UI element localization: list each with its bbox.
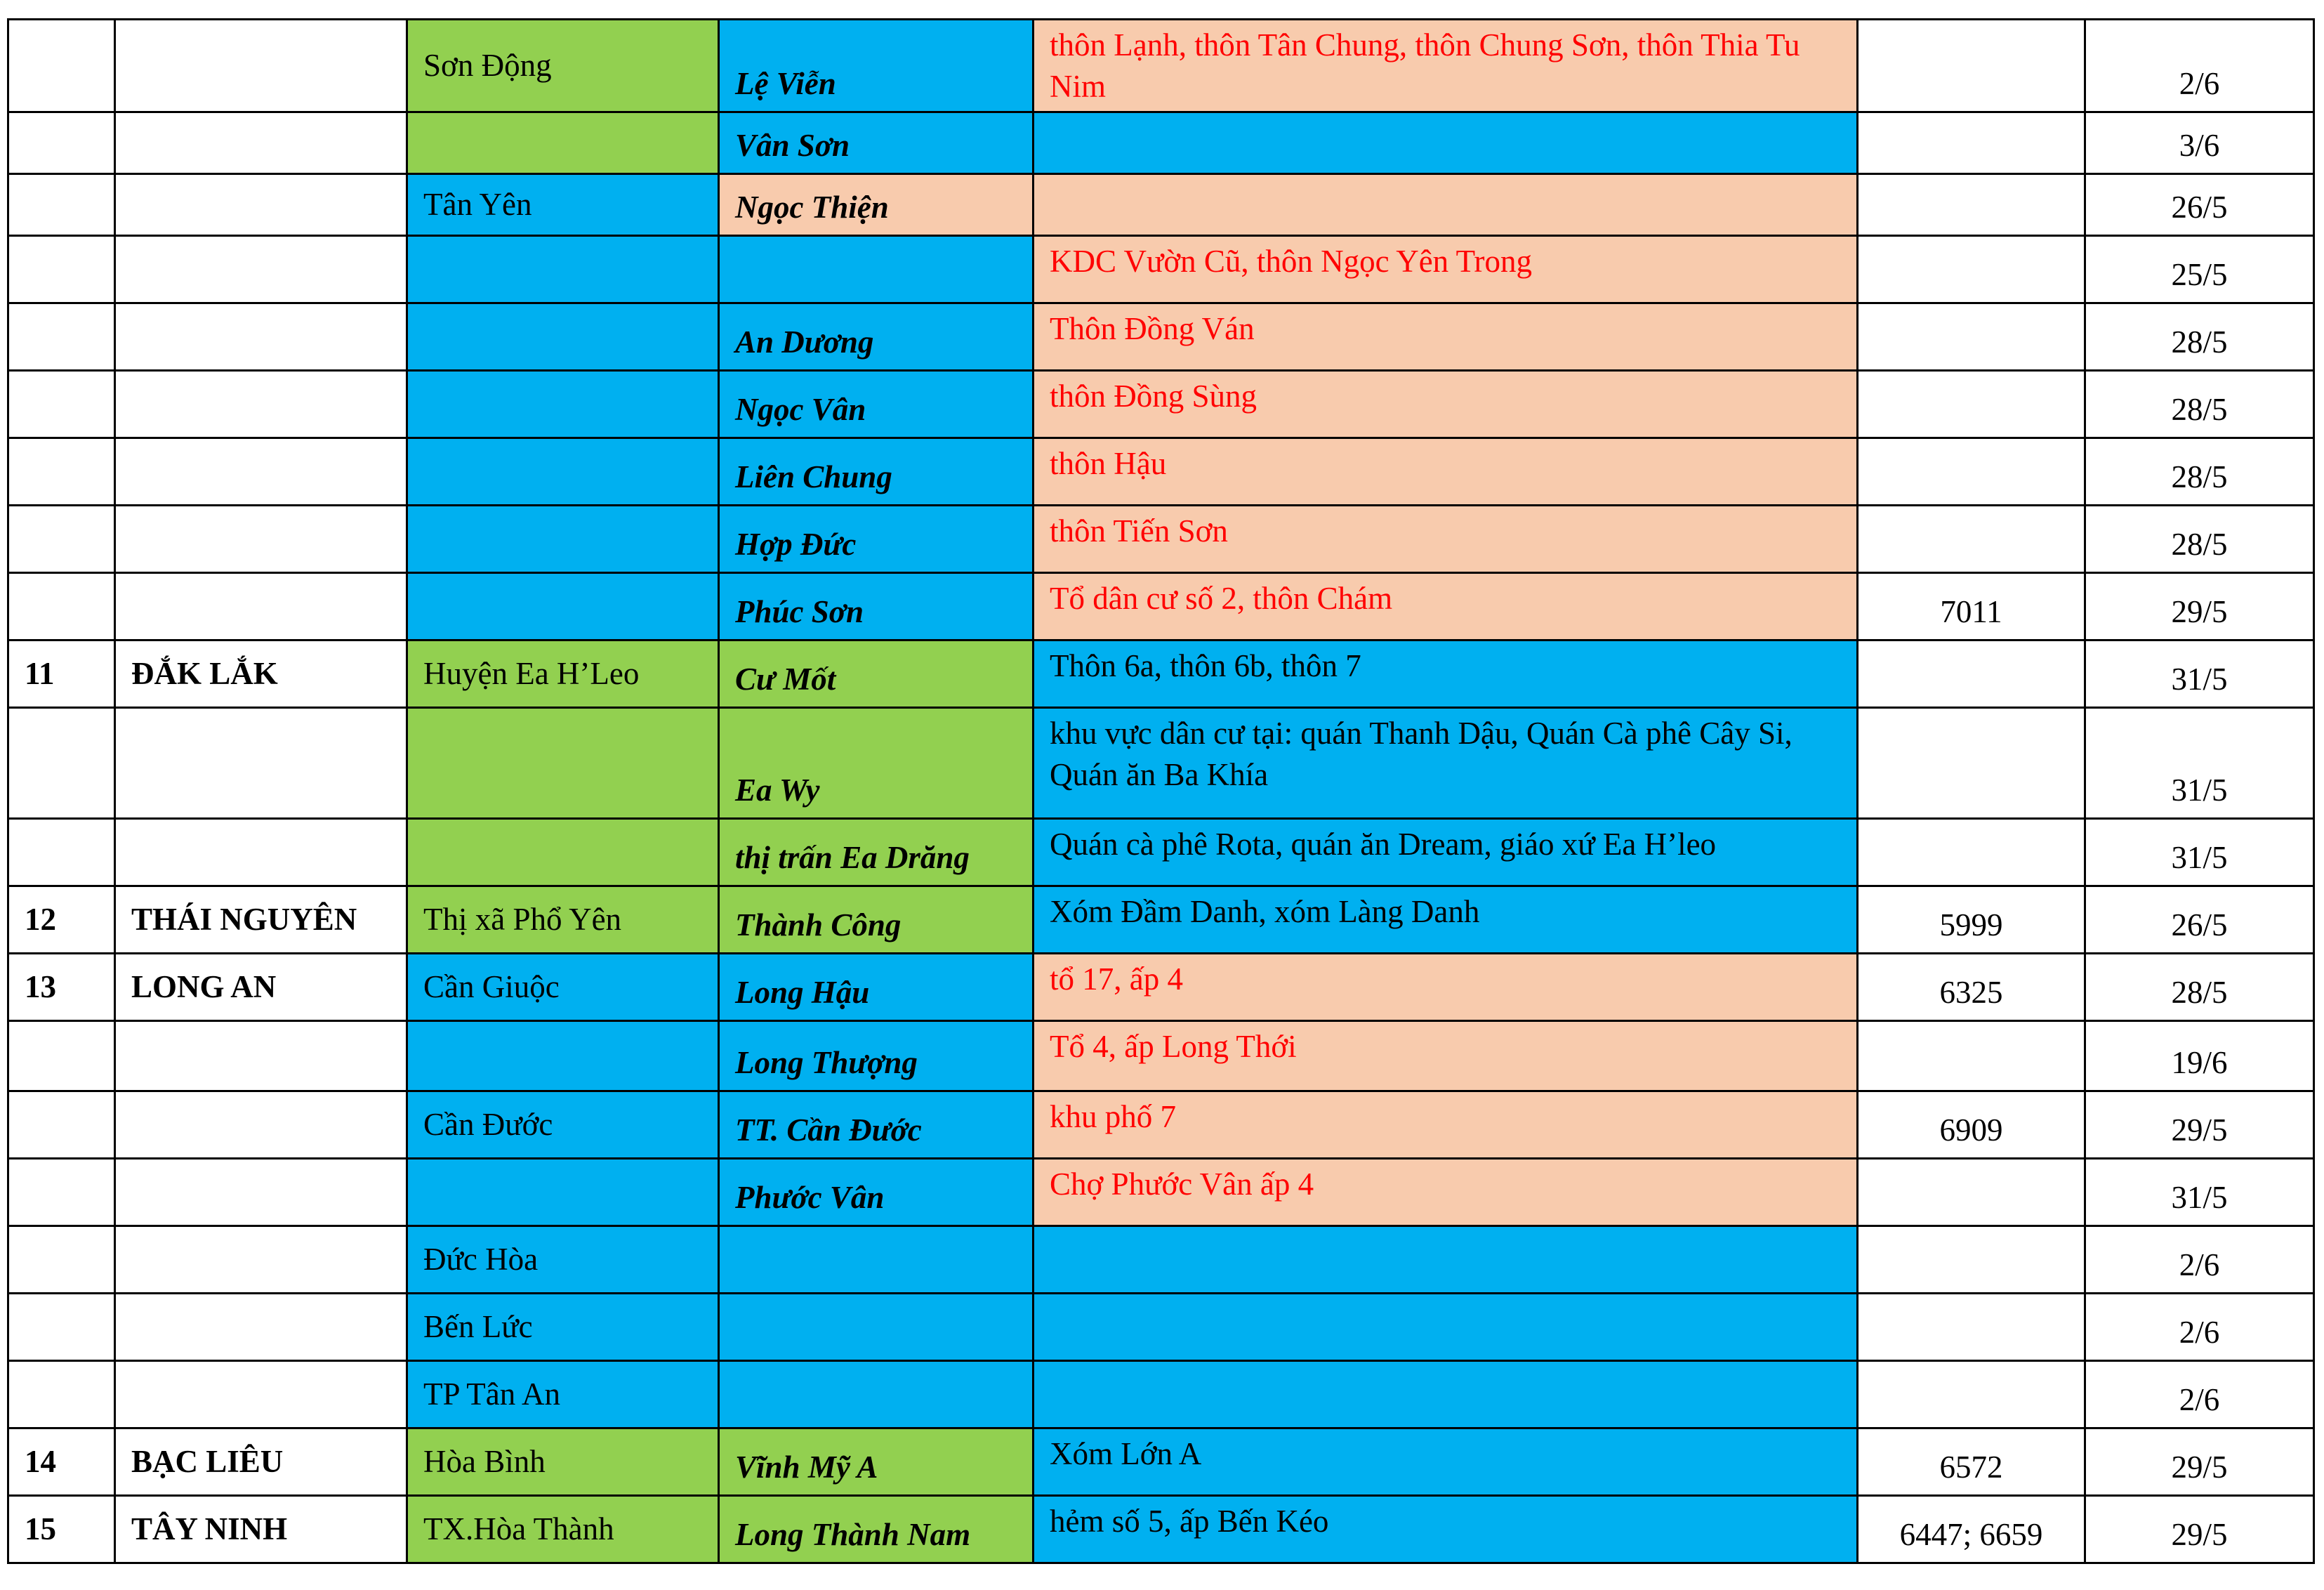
- outbreak-locations-table: [7, 18, 2315, 1564]
- affected-area: thôn Lạnh, thôn Tân Chung, thôn Chung Sơn, thôn Thia Tu Nim: [1034, 20, 1858, 112]
- row-number: [8, 173, 115, 235]
- case-codes: [1858, 1020, 2085, 1091]
- province-name: LONG AN: [115, 953, 407, 1020]
- ward-name: thị trấn Ea Drăng: [719, 818, 1034, 886]
- province-name: [115, 1360, 407, 1428]
- case-codes: 6572: [1858, 1428, 2085, 1495]
- case-codes: [1858, 112, 2085, 173]
- table-row: [8, 20, 2314, 112]
- date-value: 31/5: [2085, 818, 2314, 886]
- district-name: Hòa Bình: [407, 1428, 719, 1495]
- row-number: 13: [8, 953, 115, 1020]
- case-codes: [1858, 303, 2085, 370]
- row-number: [8, 1360, 115, 1428]
- date-value: 28/5: [2085, 303, 2314, 370]
- date-value: 26/5: [2085, 886, 2314, 953]
- affected-area: KDC Vườn Cũ, thôn Ngọc Yên Trong: [1034, 235, 1858, 303]
- date-value: 29/5: [2085, 1428, 2314, 1495]
- date-value: 28/5: [2085, 370, 2314, 438]
- district-name: [407, 818, 719, 886]
- province-name: [115, 370, 407, 438]
- province-name: [115, 707, 407, 818]
- affected-area: thôn Hậu: [1034, 438, 1858, 505]
- ward-name: [719, 1226, 1034, 1293]
- province-name: BẠC LIÊU: [115, 1428, 407, 1495]
- case-codes: [1858, 1293, 2085, 1360]
- ward-name: [719, 1293, 1034, 1360]
- date-value: 28/5: [2085, 505, 2314, 572]
- case-codes: [1858, 640, 2085, 707]
- ward-name: Ngọc Thiện: [719, 173, 1034, 235]
- table-row: [8, 505, 2314, 572]
- district-name: Đức Hòa: [407, 1226, 719, 1293]
- date-value: 31/5: [2085, 1158, 2314, 1226]
- affected-area: khu vực dân cư tại: quán Thanh Dậu, Quán Cà phê Cây Si, Quán ăn Ba Khía: [1034, 707, 1858, 818]
- date-value: 2/6: [2085, 1226, 2314, 1293]
- district-name: Sơn Động: [407, 20, 719, 112]
- case-codes: [1858, 1158, 2085, 1226]
- affected-area: Tổ 4, ấp Long Thới: [1034, 1020, 1858, 1091]
- district-name: Cần Đước: [407, 1091, 719, 1158]
- case-codes: [1858, 505, 2085, 572]
- table-row: [8, 1158, 2314, 1226]
- district-name: [407, 112, 719, 173]
- case-codes: 6325: [1858, 953, 2085, 1020]
- ward-name: Liên Chung: [719, 438, 1034, 505]
- row-number: [8, 438, 115, 505]
- district-name: TX.Hòa Thành: [407, 1495, 719, 1563]
- ward-name: Phước Vân: [719, 1158, 1034, 1226]
- affected-area: Quán cà phê Rota, quán ăn Dream, giáo xứ Ea H’leo: [1034, 818, 1858, 886]
- ward-name: TT. Cần Đước: [719, 1091, 1034, 1158]
- affected-area: [1034, 112, 1858, 173]
- district-name: [407, 505, 719, 572]
- table-row: [8, 235, 2314, 303]
- province-name: [115, 303, 407, 370]
- row-number: 14: [8, 1428, 115, 1495]
- table-row: [8, 1428, 2314, 1495]
- affected-area: Thôn Đồng Ván: [1034, 303, 1858, 370]
- district-name: Cần Giuộc: [407, 953, 719, 1020]
- district-name: [407, 1020, 719, 1091]
- date-value: 2/6: [2085, 20, 2314, 112]
- province-name: [115, 1293, 407, 1360]
- affected-area: Xóm Đầm Danh, xóm Làng Danh: [1034, 886, 1858, 953]
- province-name: [115, 1158, 407, 1226]
- date-value: 25/5: [2085, 235, 2314, 303]
- province-name: [115, 112, 407, 173]
- province-name: [115, 173, 407, 235]
- province-name: [115, 572, 407, 640]
- date-value: 29/5: [2085, 1495, 2314, 1563]
- affected-area: thôn Tiến Sơn: [1034, 505, 1858, 572]
- district-name: Huyện Ea H’Leo: [407, 640, 719, 707]
- table-row: [8, 886, 2314, 953]
- row-number: [8, 235, 115, 303]
- ward-name: Phúc Sơn: [719, 572, 1034, 640]
- district-name: Tân Yên: [407, 173, 719, 235]
- table-row: [8, 1091, 2314, 1158]
- affected-area: Xóm Lớn A: [1034, 1428, 1858, 1495]
- table-row: [8, 953, 2314, 1020]
- province-name: [115, 1091, 407, 1158]
- table-row: [8, 1226, 2314, 1293]
- district-name: [407, 707, 719, 818]
- date-value: 3/6: [2085, 112, 2314, 173]
- affected-area: tổ 17, ấp 4: [1034, 953, 1858, 1020]
- province-name: [115, 20, 407, 112]
- district-name: TP Tân An: [407, 1360, 719, 1428]
- case-codes: [1858, 707, 2085, 818]
- row-number: 12: [8, 886, 115, 953]
- province-name: [115, 235, 407, 303]
- affected-area: [1034, 173, 1858, 235]
- date-value: 2/6: [2085, 1360, 2314, 1428]
- date-value: 19/6: [2085, 1020, 2314, 1091]
- case-codes: 5999: [1858, 886, 2085, 953]
- date-value: 29/5: [2085, 572, 2314, 640]
- province-name: THÁI NGUYÊN: [115, 886, 407, 953]
- table-row: [8, 1495, 2314, 1563]
- ward-name: Ea Wy: [719, 707, 1034, 818]
- province-name: [115, 1226, 407, 1293]
- case-codes: [1858, 438, 2085, 505]
- table-body: [8, 20, 2314, 1563]
- case-codes: [1858, 235, 2085, 303]
- date-value: 28/5: [2085, 438, 2314, 505]
- province-name: [115, 1020, 407, 1091]
- row-number: 11: [8, 640, 115, 707]
- row-number: [8, 1091, 115, 1158]
- affected-area: khu phố 7: [1034, 1091, 1858, 1158]
- ward-name: Vân Sơn: [719, 112, 1034, 173]
- ward-name: Thành Công: [719, 886, 1034, 953]
- table-row: [8, 303, 2314, 370]
- district-name: [407, 303, 719, 370]
- row-number: [8, 505, 115, 572]
- table-row: [8, 572, 2314, 640]
- table-row: [8, 707, 2314, 818]
- province-name: [115, 505, 407, 572]
- ward-name: Lệ Viễn: [719, 20, 1034, 112]
- outbreak-table-wrapper: [7, 18, 2315, 1564]
- row-number: [8, 112, 115, 173]
- affected-area: [1034, 1293, 1858, 1360]
- date-value: 28/5: [2085, 953, 2314, 1020]
- table-row: [8, 818, 2314, 886]
- row-number: [8, 1158, 115, 1226]
- date-value: 26/5: [2085, 173, 2314, 235]
- district-name: [407, 572, 719, 640]
- case-codes: [1858, 20, 2085, 112]
- date-value: 31/5: [2085, 640, 2314, 707]
- case-codes: 6909: [1858, 1091, 2085, 1158]
- district-name: Thị xã Phổ Yên: [407, 886, 719, 953]
- case-codes: [1858, 1360, 2085, 1428]
- row-number: [8, 818, 115, 886]
- case-codes: [1858, 1226, 2085, 1293]
- district-name: [407, 370, 719, 438]
- table-row: [8, 173, 2314, 235]
- ward-name: Long Hậu: [719, 953, 1034, 1020]
- case-codes: [1858, 370, 2085, 438]
- affected-area: [1034, 1226, 1858, 1293]
- ward-name: [719, 235, 1034, 303]
- row-number: [8, 1293, 115, 1360]
- affected-area: Tổ dân cư số 2, thôn Chám: [1034, 572, 1858, 640]
- row-number: [8, 1020, 115, 1091]
- row-number: [8, 572, 115, 640]
- affected-area: hẻm số 5, ấp Bến Kéo: [1034, 1495, 1858, 1563]
- row-number: 15: [8, 1495, 115, 1563]
- table-row: [8, 640, 2314, 707]
- case-codes: 7011: [1858, 572, 2085, 640]
- case-codes: [1858, 173, 2085, 235]
- province-name: [115, 438, 407, 505]
- ward-name: Vĩnh Mỹ A: [719, 1428, 1034, 1495]
- row-number: [8, 707, 115, 818]
- ward-name: Cư Mốt: [719, 640, 1034, 707]
- affected-area: Chợ Phước Vân ấp 4: [1034, 1158, 1858, 1226]
- row-number: [8, 303, 115, 370]
- district-name: Bến Lức: [407, 1293, 719, 1360]
- table-row: [8, 1293, 2314, 1360]
- date-value: 31/5: [2085, 707, 2314, 818]
- district-name: [407, 235, 719, 303]
- affected-area: [1034, 1360, 1858, 1428]
- table-row: [8, 370, 2314, 438]
- date-value: 2/6: [2085, 1293, 2314, 1360]
- row-number: [8, 20, 115, 112]
- province-name: [115, 818, 407, 886]
- province-name: TÂY NINH: [115, 1495, 407, 1563]
- ward-name: Ngọc Vân: [719, 370, 1034, 438]
- table-row: [8, 438, 2314, 505]
- affected-area: thôn Đồng Sùng: [1034, 370, 1858, 438]
- case-codes: 6447; 6659: [1858, 1495, 2085, 1563]
- ward-name: Long Thượng: [719, 1020, 1034, 1091]
- affected-area: Thôn 6a, thôn 6b, thôn 7: [1034, 640, 1858, 707]
- table-row: [8, 112, 2314, 173]
- row-number: [8, 1226, 115, 1293]
- ward-name: Long Thành Nam: [719, 1495, 1034, 1563]
- ward-name: [719, 1360, 1034, 1428]
- district-name: [407, 1158, 719, 1226]
- table-row: [8, 1020, 2314, 1091]
- district-name: [407, 438, 719, 505]
- row-number: [8, 370, 115, 438]
- province-name: ĐẮK LẮK: [115, 640, 407, 707]
- case-codes: [1858, 818, 2085, 886]
- table-row: [8, 1360, 2314, 1428]
- ward-name: Hợp Đức: [719, 505, 1034, 572]
- ward-name: An Dương: [719, 303, 1034, 370]
- date-value: 29/5: [2085, 1091, 2314, 1158]
